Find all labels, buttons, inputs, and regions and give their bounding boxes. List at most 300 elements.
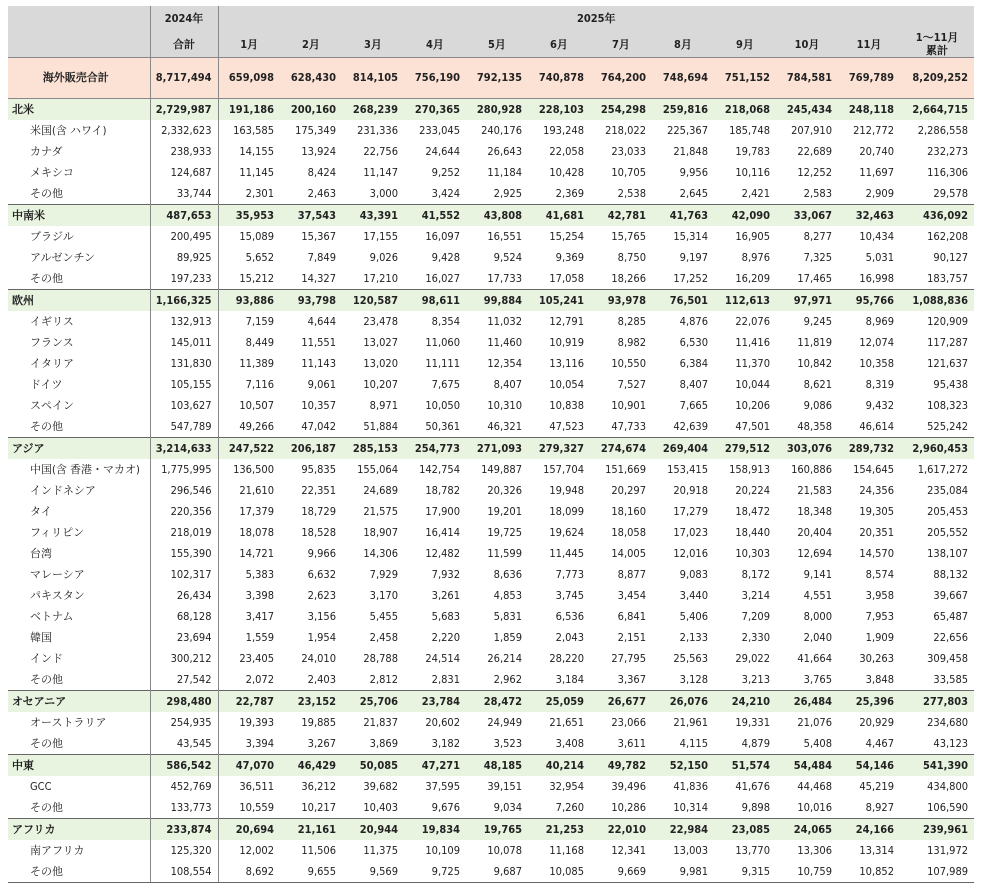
header-corner-lower xyxy=(8,31,150,58)
cell-cumulative: 2,960,453 xyxy=(900,438,974,460)
cell-month-value: 5,652 xyxy=(245,251,274,264)
cell-month-value: 3,745 xyxy=(555,589,584,602)
cell-month-value: 17,155 xyxy=(363,230,398,243)
cell-month-value: 2,040 xyxy=(803,631,832,644)
row-label: アジア xyxy=(8,438,150,460)
cell-month-value: 2,583 xyxy=(803,187,832,200)
cell-month-value: 303,076 xyxy=(776,438,838,460)
cell-month-value: 21,610 xyxy=(239,484,274,497)
cell-month-value: 22,076 xyxy=(735,315,770,328)
cell-2024-total: 218,019 xyxy=(150,522,218,543)
cell-2024-total: 452,769 xyxy=(150,776,218,797)
cell-month-value: 11,445 xyxy=(549,547,584,560)
country-row xyxy=(8,162,974,183)
cell-month-value: 2,072 xyxy=(245,673,274,686)
cell-month-value: 10,358 xyxy=(859,357,894,370)
cell-2024-total: 27,542 xyxy=(150,669,218,691)
cell-month-value: 43,808 xyxy=(466,205,528,227)
cell-month-value: 142,754 xyxy=(419,463,460,476)
cell-month-value: 13,003 xyxy=(673,844,708,857)
cell-month-value: 37,543 xyxy=(280,205,342,227)
cell-month-value: 10,078 xyxy=(487,844,522,857)
cell-cumulative: 117,287 xyxy=(927,336,969,349)
cell-month-value: 157,704 xyxy=(543,463,584,476)
cell-month-value: 9,981 xyxy=(652,861,714,883)
cell-month-value: 3,156 xyxy=(307,610,336,623)
cell-month-value: 9,428 xyxy=(431,251,460,264)
cell-month-value: 19,765 xyxy=(466,819,528,841)
cell-2024-total: 102,317 xyxy=(150,564,218,585)
cell-2024-total: 1,166,325 xyxy=(150,290,218,312)
cell-month-value: 29,022 xyxy=(735,652,770,665)
cell-month-value: 8,574 xyxy=(865,568,894,581)
cell-month-value: 2,909 xyxy=(865,187,894,200)
row-label: アフリカ xyxy=(8,819,150,841)
country-row xyxy=(8,648,974,669)
cell-month-value: 5,831 xyxy=(493,610,522,623)
cell-month-value: 47,070 xyxy=(218,755,280,777)
cell-month-value: 3,261 xyxy=(431,589,460,602)
cell-month-value: 8,000 xyxy=(803,610,832,623)
row-label: オーストラリア xyxy=(8,712,150,733)
cell-month-value: 39,496 xyxy=(611,780,646,793)
cell-month-value: 23,085 xyxy=(714,819,776,841)
cell-month-value: 13,770 xyxy=(735,844,770,857)
cell-month-value: 5,383 xyxy=(245,568,274,581)
cell-month-value: 163,585 xyxy=(233,124,274,137)
cell-month-value: 22,756 xyxy=(363,145,398,158)
cell-month-value: 23,033 xyxy=(611,145,646,158)
cell-month-value: 5,406 xyxy=(679,610,708,623)
cell-month-value: 207,910 xyxy=(791,124,832,137)
cell-2024-total: 124,687 xyxy=(150,162,218,183)
cell-month-value: 12,341 xyxy=(611,844,646,857)
cell-month-value: 17,900 xyxy=(425,505,460,518)
cell-month-value: 8,319 xyxy=(865,378,894,391)
cell-month-value: 2,458 xyxy=(369,631,398,644)
cell-month-value: 9,369 xyxy=(555,251,584,264)
cell-month-value: 8,636 xyxy=(493,568,522,581)
cell-cumulative: 121,637 xyxy=(927,357,969,370)
row-label: その他 xyxy=(8,669,150,691)
row-label: 韓国 xyxy=(8,627,150,648)
country-row xyxy=(8,627,974,648)
cell-month-value: 17,023 xyxy=(673,526,708,539)
cell-month-value: 24,065 xyxy=(776,819,838,841)
cell-month-value: 97,971 xyxy=(776,290,838,312)
cell-month-value: 17,733 xyxy=(487,272,522,285)
cell-month-value: 7,159 xyxy=(245,315,274,328)
cell-month-value: 19,305 xyxy=(859,505,894,518)
header-month: 3月 xyxy=(342,31,404,58)
cell-month-value: 9,669 xyxy=(590,861,652,883)
cell-cumulative: 1,617,272 xyxy=(917,463,969,476)
cell-month-value: 21,253 xyxy=(528,819,590,841)
cell-month-value: 10,428 xyxy=(549,166,584,179)
cell-month-value: 25,563 xyxy=(673,652,708,665)
cell-2024-total: 132,913 xyxy=(150,311,218,332)
cell-cumulative: 239,961 xyxy=(900,819,974,841)
cell-cumulative: 43,123 xyxy=(933,737,969,750)
cell-month-value: 10,310 xyxy=(487,399,522,412)
cell-month-value: 19,725 xyxy=(487,526,522,539)
cell-month-value: 1,954 xyxy=(307,631,336,644)
cell-month-value: 10,206 xyxy=(735,399,770,412)
cell-month-value: 9,141 xyxy=(803,568,832,581)
cell-month-value: 3,394 xyxy=(245,737,274,750)
cell-2024-total: 108,554 xyxy=(150,861,218,883)
cell-month-value: 279,327 xyxy=(528,438,590,460)
cell-2024-total: 200,495 xyxy=(150,226,218,247)
cell-month-value: 9,197 xyxy=(679,251,708,264)
cell-month-value: 23,405 xyxy=(239,652,274,665)
cell-cumulative: 232,273 xyxy=(927,145,969,158)
country-row xyxy=(8,522,974,543)
cell-month-value: 47,523 xyxy=(549,420,584,433)
cell-month-value: 22,787 xyxy=(218,691,280,713)
cell-month-value: 231,336 xyxy=(357,124,398,137)
cell-month-value: 153,415 xyxy=(667,463,708,476)
country-row xyxy=(8,480,974,501)
cell-month-value: 9,966 xyxy=(307,547,336,560)
cell-month-value: 24,010 xyxy=(301,652,336,665)
cell-month-value: 154,645 xyxy=(853,463,894,476)
cell-cumulative: 8,209,252 xyxy=(900,58,974,99)
cell-month-value: 2,538 xyxy=(617,187,646,200)
cell-month-value: 18,160 xyxy=(611,505,646,518)
cell-month-value: 1,559 xyxy=(245,631,274,644)
cell-month-value: 48,185 xyxy=(466,755,528,777)
cell-2024-total: 2,332,623 xyxy=(150,120,218,141)
cell-month-value: 93,978 xyxy=(590,290,652,312)
cell-month-value: 4,644 xyxy=(307,315,336,328)
cell-month-value: 12,002 xyxy=(239,844,274,857)
cell-month-value: 9,083 xyxy=(679,568,708,581)
row-label: イギリス xyxy=(8,311,150,332)
cell-month-value: 814,105 xyxy=(342,58,404,99)
cell-month-value: 17,465 xyxy=(797,272,832,285)
cell-month-value: 3,267 xyxy=(307,737,336,750)
cell-month-value: 37,595 xyxy=(425,780,460,793)
cell-month-value: 4,876 xyxy=(679,315,708,328)
cell-month-value: 7,773 xyxy=(555,568,584,581)
cell-2024-total: 23,694 xyxy=(150,627,218,648)
cell-month-value: 4,467 xyxy=(865,737,894,750)
cell-month-value: 10,085 xyxy=(528,861,590,883)
cell-2024-total: 68,128 xyxy=(150,606,218,627)
cell-month-value: 2,133 xyxy=(679,631,708,644)
cell-month-value: 23,478 xyxy=(363,315,398,328)
cell-2024-total: 33,744 xyxy=(150,183,218,205)
cell-month-value: 14,155 xyxy=(239,145,274,158)
cell-month-value: 11,145 xyxy=(239,166,274,179)
cell-month-value: 3,170 xyxy=(369,589,398,602)
cell-month-value: 13,306 xyxy=(797,844,832,857)
cell-month-value: 25,706 xyxy=(342,691,404,713)
cell-month-value: 18,266 xyxy=(611,272,646,285)
cell-month-value: 212,772 xyxy=(853,124,894,137)
cell-month-value: 51,884 xyxy=(363,420,398,433)
cell-month-value: 247,522 xyxy=(218,438,280,460)
cell-2024-total: 105,155 xyxy=(150,374,218,395)
cell-month-value: 225,367 xyxy=(667,124,708,137)
cell-month-value: 51,574 xyxy=(714,755,776,777)
cell-month-value: 23,066 xyxy=(611,716,646,729)
region-row xyxy=(8,99,974,121)
cell-month-value: 751,152 xyxy=(714,58,776,99)
cell-month-value: 32,463 xyxy=(838,205,900,227)
cell-month-value: 95,766 xyxy=(838,290,900,312)
header-month: 7月 xyxy=(590,31,652,58)
country-row xyxy=(8,247,974,268)
cell-month-value: 21,961 xyxy=(673,716,708,729)
cell-month-value: 20,224 xyxy=(735,484,770,497)
cell-month-value: 136,500 xyxy=(233,463,274,476)
cell-month-value: 8,449 xyxy=(245,336,274,349)
cell-month-value: 19,201 xyxy=(487,505,522,518)
cell-month-value: 5,031 xyxy=(865,251,894,264)
cell-month-value: 22,351 xyxy=(301,484,336,497)
row-label: GCC xyxy=(8,776,150,797)
cell-month-value: 9,315 xyxy=(714,861,776,883)
cell-month-value: 23,784 xyxy=(404,691,466,713)
row-label: 中国(含 香港・マカオ) xyxy=(8,459,150,480)
cell-month-value: 218,068 xyxy=(714,99,776,121)
total-row xyxy=(8,58,974,99)
cell-month-value: 748,694 xyxy=(652,58,714,99)
cell-month-value: 248,118 xyxy=(838,99,900,121)
cell-month-value: 42,781 xyxy=(590,205,652,227)
cell-month-value: 756,190 xyxy=(404,58,466,99)
country-row xyxy=(8,459,974,480)
cell-month-value: 5,683 xyxy=(431,610,460,623)
cell-month-value: 49,782 xyxy=(590,755,652,777)
cell-month-value: 17,058 xyxy=(549,272,584,285)
cell-month-value: 19,393 xyxy=(239,716,274,729)
cell-2024-total: 3,214,633 xyxy=(150,438,218,460)
cell-month-value: 10,286 xyxy=(611,801,646,814)
cell-month-value: 769,789 xyxy=(838,58,900,99)
header-2024-total: 合計 xyxy=(150,31,218,58)
cell-month-value: 11,416 xyxy=(735,336,770,349)
row-label: 台湾 xyxy=(8,543,150,564)
cell-month-value: 11,143 xyxy=(301,357,336,370)
cell-2024-total: 487,653 xyxy=(150,205,218,227)
cell-month-value: 112,613 xyxy=(714,290,776,312)
cell-month-value: 11,506 xyxy=(301,844,336,857)
header-month: 10月 xyxy=(776,31,838,58)
header-month: 5月 xyxy=(466,31,528,58)
cell-month-value: 26,484 xyxy=(776,691,838,713)
row-label: その他 xyxy=(8,733,150,755)
country-row xyxy=(8,183,974,205)
row-label: インド xyxy=(8,648,150,669)
cell-month-value: 2,645 xyxy=(679,187,708,200)
header-cumulative-line2: 累計 xyxy=(926,44,949,57)
cell-2024-total: 1,775,995 xyxy=(150,459,218,480)
cell-month-value: 11,168 xyxy=(549,844,584,857)
cell-month-value: 40,214 xyxy=(528,755,590,777)
cell-month-value: 7,665 xyxy=(679,399,708,412)
cell-month-value: 8,407 xyxy=(679,378,708,391)
cell-month-value: 8,982 xyxy=(617,336,646,349)
cell-month-value: 35,953 xyxy=(218,205,280,227)
cell-month-value: 10,434 xyxy=(859,230,894,243)
cell-month-value: 8,877 xyxy=(617,568,646,581)
cell-month-value: 254,773 xyxy=(404,438,466,460)
cell-month-value: 39,151 xyxy=(487,780,522,793)
cell-cumulative: 65,487 xyxy=(933,610,969,623)
cell-month-value: 9,432 xyxy=(865,399,894,412)
region-row xyxy=(8,691,974,713)
cell-month-value: 42,639 xyxy=(673,420,708,433)
cell-month-value: 16,209 xyxy=(735,272,770,285)
cell-month-value: 22,689 xyxy=(797,145,832,158)
cell-cumulative: 183,757 xyxy=(927,272,969,285)
cell-month-value: 270,365 xyxy=(404,99,466,121)
region-row xyxy=(8,819,974,841)
cell-month-value: 19,885 xyxy=(301,716,336,729)
row-label: フィリピン xyxy=(8,522,150,543)
cell-month-value: 7,849 xyxy=(307,251,336,264)
cell-month-value: 2,151 xyxy=(617,631,646,644)
cell-month-value: 11,389 xyxy=(239,357,274,370)
cell-month-value: 21,161 xyxy=(280,819,342,841)
overseas-sales-table xyxy=(8,6,974,883)
cell-month-value: 228,103 xyxy=(528,99,590,121)
cell-month-value: 7,116 xyxy=(245,378,274,391)
header-month: 1月 xyxy=(218,31,280,58)
cell-month-value: 3,611 xyxy=(617,737,646,750)
header-month: 6月 xyxy=(528,31,590,58)
cell-month-value: 7,260 xyxy=(555,801,584,814)
cell-month-value: 15,765 xyxy=(611,230,646,243)
cell-month-value: 8,750 xyxy=(617,251,646,264)
cell-cumulative: 39,667 xyxy=(933,589,969,602)
cell-cumulative: 235,084 xyxy=(927,484,969,497)
country-row xyxy=(8,669,974,691)
cell-2024-total: 254,935 xyxy=(150,712,218,733)
cell-month-value: 5,408 xyxy=(803,737,832,750)
cell-month-value: 16,027 xyxy=(425,272,460,285)
cell-month-value: 11,184 xyxy=(487,166,522,179)
cell-month-value: 95,835 xyxy=(301,463,336,476)
cell-2024-total: 298,480 xyxy=(150,691,218,713)
cell-month-value: 18,907 xyxy=(363,526,398,539)
cell-month-value: 20,351 xyxy=(859,526,894,539)
cell-month-value: 46,321 xyxy=(487,420,522,433)
cell-month-value: 47,733 xyxy=(611,420,646,433)
cell-month-value: 12,791 xyxy=(549,315,584,328)
cell-month-value: 41,836 xyxy=(673,780,708,793)
cell-cumulative: 29,578 xyxy=(933,187,969,200)
cell-month-value: 7,953 xyxy=(865,610,894,623)
cell-month-value: 12,694 xyxy=(797,547,832,560)
cell-month-value: 22,984 xyxy=(652,819,714,841)
cell-month-value: 15,212 xyxy=(239,272,274,285)
cell-month-value: 50,085 xyxy=(342,755,404,777)
table-body xyxy=(8,58,974,883)
cell-month-value: 3,182 xyxy=(431,737,460,750)
country-row xyxy=(8,332,974,353)
cell-2024-total: 145,011 xyxy=(150,332,218,353)
cell-month-value: 11,599 xyxy=(487,547,522,560)
row-label: ベトナム xyxy=(8,606,150,627)
cell-month-value: 8,971 xyxy=(369,399,398,412)
cell-month-value: 17,279 xyxy=(673,505,708,518)
cell-cumulative: 2,286,558 xyxy=(917,124,969,137)
cell-month-value: 26,076 xyxy=(652,691,714,713)
cell-month-value: 158,913 xyxy=(729,463,770,476)
cell-month-value: 52,150 xyxy=(652,755,714,777)
cell-month-value: 24,644 xyxy=(425,145,460,158)
cell-month-value: 21,651 xyxy=(549,716,584,729)
cell-month-value: 46,429 xyxy=(280,755,342,777)
cell-month-value: 149,887 xyxy=(481,463,522,476)
cell-month-value: 41,552 xyxy=(404,205,466,227)
cell-month-value: 21,837 xyxy=(363,716,398,729)
cell-month-value: 6,632 xyxy=(307,568,336,581)
cell-month-value: 44,468 xyxy=(797,780,832,793)
cell-month-value: 191,186 xyxy=(218,99,280,121)
country-row xyxy=(8,374,974,395)
cell-month-value: 4,115 xyxy=(679,737,708,750)
cell-month-value: 45,219 xyxy=(859,780,894,793)
cell-cumulative: 434,800 xyxy=(927,780,969,793)
row-label: アルゼンチン xyxy=(8,247,150,268)
cell-cumulative: 106,590 xyxy=(927,801,969,814)
cell-month-value: 20,602 xyxy=(425,716,460,729)
cell-cumulative: 205,453 xyxy=(927,505,969,518)
cell-month-value: 7,932 xyxy=(431,568,460,581)
cell-cumulative: 525,242 xyxy=(927,420,969,433)
cell-month-value: 8,172 xyxy=(741,568,770,581)
country-row xyxy=(8,861,974,883)
cell-month-value: 47,042 xyxy=(301,420,336,433)
cell-month-value: 28,220 xyxy=(549,652,584,665)
cell-month-value: 6,536 xyxy=(555,610,584,623)
region-row xyxy=(8,290,974,312)
row-label: その他 xyxy=(8,797,150,819)
row-label: ブラジル xyxy=(8,226,150,247)
cell-month-value: 24,949 xyxy=(487,716,522,729)
cell-cumulative: 277,803 xyxy=(900,691,974,713)
cell-month-value: 17,252 xyxy=(673,272,708,285)
cell-2024-total: 43,545 xyxy=(150,733,218,755)
cell-month-value: 19,783 xyxy=(735,145,770,158)
cell-cumulative: 309,458 xyxy=(927,652,969,665)
cell-month-value: 9,898 xyxy=(741,801,770,814)
cell-month-value: 2,421 xyxy=(741,187,770,200)
cell-month-value: 16,097 xyxy=(425,230,460,243)
country-row xyxy=(8,120,974,141)
cell-month-value: 24,210 xyxy=(714,691,776,713)
cell-month-value: 10,109 xyxy=(425,844,460,857)
cell-cumulative: 107,989 xyxy=(900,861,974,883)
cell-cumulative: 116,306 xyxy=(927,166,969,179)
cell-month-value: 193,248 xyxy=(543,124,584,137)
cell-cumulative: 541,390 xyxy=(900,755,974,777)
cell-month-value: 43,391 xyxy=(342,205,404,227)
cell-month-value: 2,925 xyxy=(493,187,522,200)
cell-month-value: 9,569 xyxy=(342,861,404,883)
cell-month-value: 10,303 xyxy=(735,547,770,560)
cell-month-value: 13,027 xyxy=(363,336,398,349)
cell-month-value: 15,089 xyxy=(239,230,274,243)
cell-month-value: 39,682 xyxy=(363,780,398,793)
cell-cumulative: 131,972 xyxy=(927,844,969,857)
cell-month-value: 3,213 xyxy=(741,673,770,686)
